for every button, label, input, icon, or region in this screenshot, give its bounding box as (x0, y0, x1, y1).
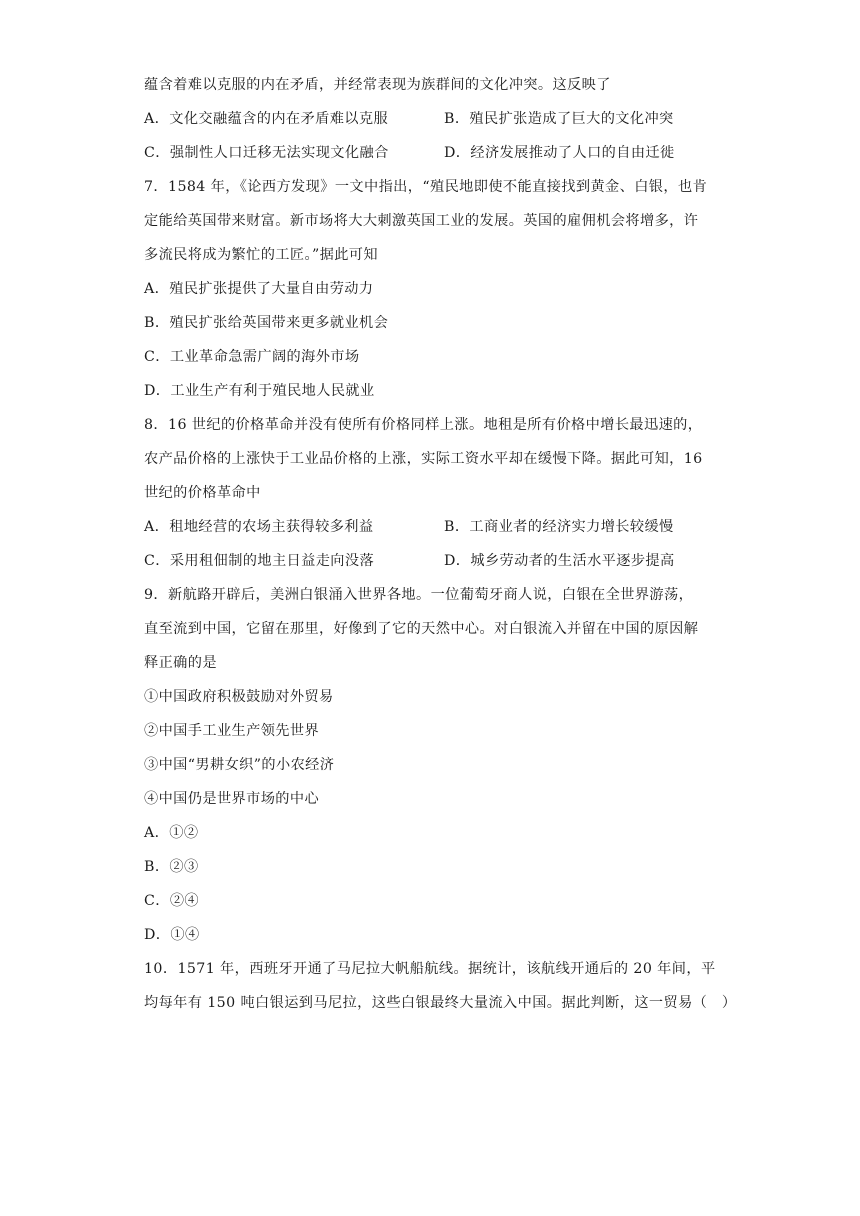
q6-options-row-2 (144, 136, 722, 170)
q7-option-b[interactable]: B．殖民扩张给英国带来更多就业机会 (144, 315, 389, 331)
q6-option-a[interactable]: A．文化交融蕴含的内在矛盾难以克服 (144, 111, 389, 127)
q9-option-b[interactable]: B．②③ (144, 859, 199, 875)
q9-stem-line-2: 直至流到中国，它留在那里，好像到了它的天然中心。对白银流入并留在中国的原因解 (144, 621, 699, 637)
q9-stem-line-1: 9．新航路开辟后，美洲白银涌入世界各地。一位葡萄牙商人说，白银在全世界游荡， (144, 587, 694, 603)
q8-option-b[interactable]: B．工商业者的经济实力增长较缓慢 (444, 519, 674, 535)
q6-option-c[interactable]: C．强制性人口迁移无法实现文化融合 (144, 145, 389, 161)
q9-statement-2: ②中国手工业生产领先世界 (144, 723, 320, 739)
q8-stem-line-1: 8．16 世纪的价格革命并没有使所有价格同样上涨。地租是所有价格中增长最迅速的， (144, 417, 703, 433)
q9-option-a[interactable]: A．①② (144, 825, 199, 841)
q10-stem-line-1: 10．1571 年，西班牙开通了马尼拉大帆船航线。据统计，该航线开通后的 20 年间，平 (144, 961, 716, 977)
q8-stem-line-2: 农产品价格的上涨快于工业品价格的上涨，实际工资水平却在缓慢下降。据此可知，16 (144, 451, 703, 467)
q8-option-d[interactable]: D．城乡劳动者的生活水平逐步提高 (444, 553, 675, 569)
q8-stem-line-3: 世纪的价格革命中 (144, 485, 261, 501)
q7-option-d[interactable]: D．工业生产有利于殖民地人民就业 (144, 383, 375, 399)
q8-options-row-1 (144, 510, 722, 544)
q9-option-d[interactable]: D．①④ (144, 927, 200, 943)
q9-statement-1: ①中国政府积极鼓励对外贸易 (144, 689, 334, 705)
q6-stem-tail: 蕴含着难以克服的内在矛盾，并经常表现为族群间的文化冲突。这反映了 (144, 77, 611, 93)
q9-option-c[interactable]: C．②④ (144, 893, 200, 909)
q6-option-d[interactable]: D．经济发展推动了人口的自由迁徙 (444, 145, 675, 161)
q8-options-row-2 (144, 544, 722, 578)
q8-option-a[interactable]: A．租地经营的农场主获得较多利益 (144, 519, 374, 535)
q9-statement-4: ④中国仍是世界市场的中心 (144, 791, 320, 807)
q6-option-b[interactable]: B．殖民扩张造成了巨大的文化冲突 (444, 111, 674, 127)
q7-stem-line-1: 7．1584 年，《论西方发现》一文中指出，“殖民地即使不能直接找到黄金、白银，也肯 (144, 179, 708, 195)
q9-statement-3: ③中国“男耕女织”的小农经济 (144, 757, 335, 773)
q9-stem-line-3: 释正确的是 (144, 655, 217, 671)
q8-option-c[interactable]: C．采用租佃制的地主日益走向没落 (144, 553, 375, 569)
q7-stem-line-3: 多流民将成为繁忙的工匠。”据此可知 (144, 247, 378, 263)
q6-options-row-1 (144, 102, 722, 136)
q7-option-c[interactable]: C．工业革命急需广阔的海外市场 (144, 349, 360, 365)
q7-option-a[interactable]: A．殖民扩张提供了大量自由劳动力 (144, 281, 374, 297)
q7-stem-line-2: 定能给英国带来财富。新市场将大大刺激英国工业的发展。英国的雇佣机会将增多，许 (144, 213, 699, 229)
exam-page (144, 68, 737, 1020)
q10-stem-line-2: 均每年有 150 吨白银运到马尼拉，这些白银最终大量流入中国。据此判断，这一贸易（ ） (144, 995, 737, 1011)
